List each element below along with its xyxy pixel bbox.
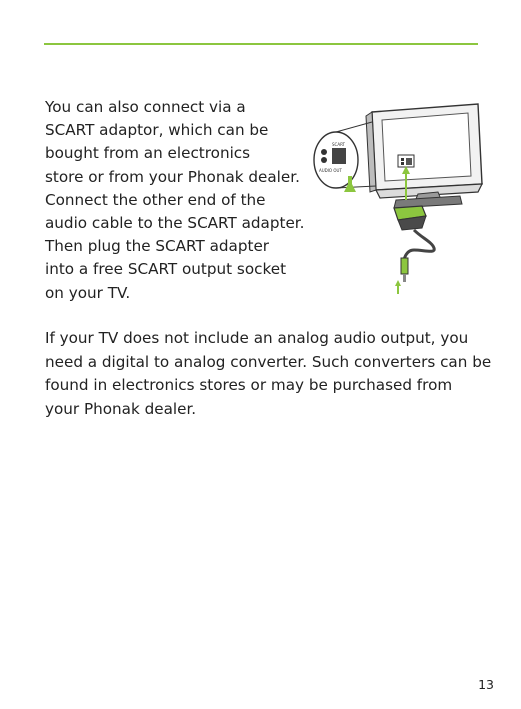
text-line: bought from an electronics [45,144,251,163]
tv-scart-illustration [310,100,490,295]
text-line: You can also connect via a [45,98,246,116]
audio-out-label: AUDIO OUT [319,168,342,173]
text-line: Connect the other end of the [45,190,266,209]
text-line: Then plug the SCART adapter [45,237,270,256]
text-line: found in electronics stores or may be purchased from [45,376,453,394]
text-line: SCART adaptor, which can be [45,121,269,140]
text-line: on your TV. [45,283,131,302]
text-line: store or from your Phonak dealer. [45,167,300,186]
text-line: If your TV does not include an analog audio output, you [45,329,469,347]
text-line: into a free SCART output socket [45,260,287,279]
converter-paragraph [45,327,492,421]
page-number: 13 [478,677,494,692]
scart-instructions-paragraph [45,96,307,305]
text-line: need a digital to analog converter. Such converters can be [45,352,492,371]
header-divider [44,43,478,45]
text-line: audio cable to the SCART adapter. [45,214,305,233]
scart-label: SCART [332,142,345,147]
text-line: your Phonak dealer. [45,399,197,418]
